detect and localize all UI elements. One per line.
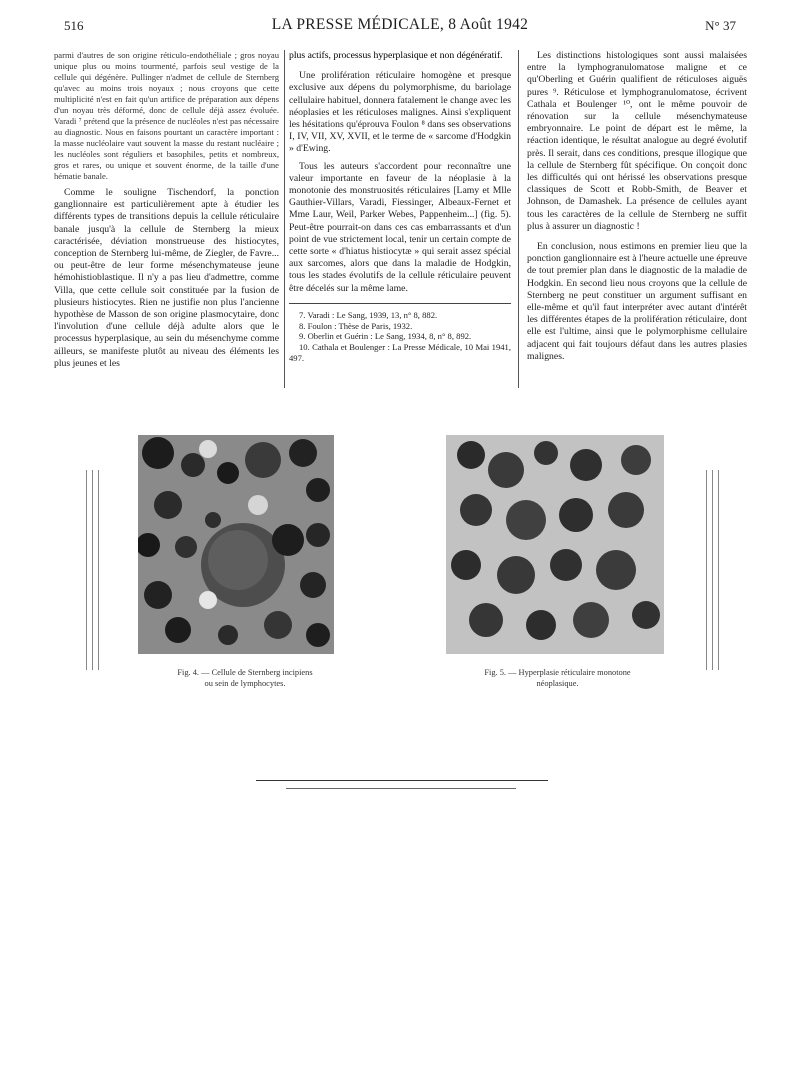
figure-4-image bbox=[138, 435, 334, 654]
footnote-references bbox=[289, 303, 511, 364]
column-rule-1 bbox=[284, 50, 285, 388]
figure-4-caption bbox=[150, 668, 340, 689]
column-2-paragraph-2: Tous les auteurs s'accordent pour reconnaître une valeur importante en faveur de la néoplasie à la monotonie des monstruosités réticulaires [Lamy et Mlle Gauthier-Villars, Varadi, Fiessinger, Albeaux-Fernet et Mme Laur, Weil, Parker Webes, Pappenheim...] (fig. 5). Peut-être pourrait-on dans ces cas embarrassants et d'un point de vue strictement local, tenir un certain compte de cette sorte « d'hiatus histiocytæ » qui serait assez spécial aux sarcomes, alors que dans la maladie de Hodgkin, tous les stades évolutifs de la cellule réticulaire peuvent être décelés sur la même lame. bbox=[289, 160, 511, 294]
right-margin-rule-1 bbox=[706, 470, 707, 670]
reference-10: 10. Cathala et Boulenger : La Presse Médicale, 10 Mai 1941, 497. bbox=[289, 342, 511, 364]
right-margin-rule-2 bbox=[712, 470, 713, 670]
bottom-rule-1 bbox=[256, 780, 548, 781]
issue-number: N° 37 bbox=[705, 18, 736, 33]
reference-9: 9. Oberlin et Guérin : Le Sang, 1934, 8, n° 8, 892. bbox=[299, 331, 472, 342]
column-1-fine-print: parmi d'autres de son origine réticulo-endothéliale ; gros noyau unique plus ou moins tourmenté, parfois seul vestige de la cellule qui dégénère. Pullinger n'admet de cellule de Sternberg qu'avec au moins trois noyaux ; nous croyons que cette multiplicité n'est en fait qu'un artifice de préparation aux dépens d'un noyau très déformé, donc de cellule déjà assez évoluée. Varadi ⁷ prétend que la présence de nucléoles n'est pas nécessaire au diagnostic. Nous en faisons pourtant un caractère important : la masse nucléolaire vaut souvent la masse du restant nucléaire ; les nucléoles sont réguliers et basophiles, petits et nombreux, gros et rares, ou unique et souvent énorme, de la taille d'une hématie banale. bbox=[54, 50, 279, 181]
bottom-rule-2 bbox=[286, 788, 516, 789]
figure-5-caption bbox=[455, 668, 660, 689]
figure-5-image bbox=[446, 435, 664, 654]
column-rule-2 bbox=[518, 50, 519, 388]
page-number: 516 bbox=[64, 18, 84, 33]
figure-4-caption-line-2: ou sein de lymphocytes. bbox=[204, 678, 286, 688]
figure-5-micrograph bbox=[446, 435, 664, 654]
page-header bbox=[64, 18, 736, 40]
issue-date: 8 Août 1942 bbox=[448, 16, 529, 33]
text-column-3 bbox=[527, 50, 747, 368]
text-column-2 bbox=[289, 50, 511, 364]
left-margin-rule-3 bbox=[98, 470, 99, 670]
figure-5-caption-line-1: Fig. 5. — Hyperplasie réticulaire monotone bbox=[484, 668, 631, 677]
journal-title bbox=[64, 16, 736, 34]
column-2-paragraph-1: Une prolifération réticulaire homogène et presque exclusive aux dépens du polymorphisme, du bariolage cellulaire habituel, donnera fatalement le change avec les néoplasies et les réticuloses malignes. Ainsi s'expliquent les hésitations qu'éprouva Foulon ⁸ dans ses observations I, IV, VII, XV, XVII, et le terme de « sarcome d'Hodgkin » d'Ewing. bbox=[289, 70, 511, 155]
text-column-1 bbox=[54, 50, 279, 375]
journal-name: LA PRESSE MÉDICALE, bbox=[271, 16, 445, 33]
column-1-paragraph: Comme le souligne Tischendorf, la ponction ganglionnaire est particulièrement apte à étudier les différents types de transitions depuis la cellule réticulaire banale jusqu'à la cellule de Sternberg la mieux caractérisée, déviation monstrueuse des histiocytes, conception de Sternberg lui-même, de Ziegler, de Favre... ou peut-être de leur forme mésenchymateuse jeune hémohistioblastique. Il n'y a pas lieu d'admettre, comme Villa, que cette cellule soit constituée par la fusion de plusieurs histiocytes. Rien ne justifie non plus l'ancienne hypothèse de Masson de son origine plasmocytaire, donc l'involution d'une cellule déjà adulte alors que le processus hyperplasique, au sein du mésenchyme comme ailleurs, se manifeste plutôt au niveau des éléments les plus jeunes et les bbox=[54, 187, 279, 369]
figure-5-caption-line-2: néoplasique. bbox=[536, 678, 579, 688]
figure-4-micrograph bbox=[138, 435, 334, 654]
figure-4-caption-line-1: Fig. 4. — Cellule de Sternberg incipiens bbox=[177, 668, 313, 677]
right-margin-rule-3 bbox=[718, 470, 719, 670]
left-margin-rule-2 bbox=[92, 470, 93, 670]
reference-8: 8. Foulon : Thèse de Paris, 1932. bbox=[299, 320, 413, 331]
column-3-paragraph-2: En conclusion, nous estimons en premier lieu que la ponction ganglionnaire est à l'heure actuelle une épreuve de tout premier plan dans le diagnostic de la maladie de Hodgkin. En second lieu nous croyons que la cellule de Sternberg ne peut constituer un argument suffisant en elle-même et qu'il faut interpréter avec autant d'intérêt les différentes étapes de la prolifération réticulaire, dont elle est l'ultime, ainsi que le polymorphisme cellulaire adjacent qui fait toujours défaut dans les autres plasies malignes. bbox=[527, 241, 747, 362]
column-2-continuation: plus actifs, processus hyperplasique et non dégénératif. bbox=[289, 50, 503, 61]
column-3-paragraph-1: Les distinctions histologiques sont aussi malaisées entre la lymphogranulomatose maligne et ce qu'Oberling et Guérin qualifient de réticuloses aiguës pures ⁹. Réticulose et lymphogranulomatose, écrivent Cathala et Boulenger ¹⁰, ont le même pouvoir de rénovation sur la cellule mésenchymateuse embryonnaire. Le point de départ est le même, la réaction identique, le résultat analogue au degré évolutif près. Il serait, dans ces conditions, presque illogique que la cellule de Sternberg fût spécifique. On conçoit donc les difficultés qui ont hérissé les observations presque classiques de Scott et Robb-Smith, de Beaver et Johnson, de Damashek. La présence de cellules ayant tous les caractères de la cellule de Sternberg ne suffit plus à assurer un diagnostic ! bbox=[527, 50, 747, 232]
reference-7: 7. Varadi : Le Sang, 1939, 13, n° 8, 882. bbox=[299, 309, 438, 320]
left-margin-rule-1 bbox=[86, 470, 87, 670]
